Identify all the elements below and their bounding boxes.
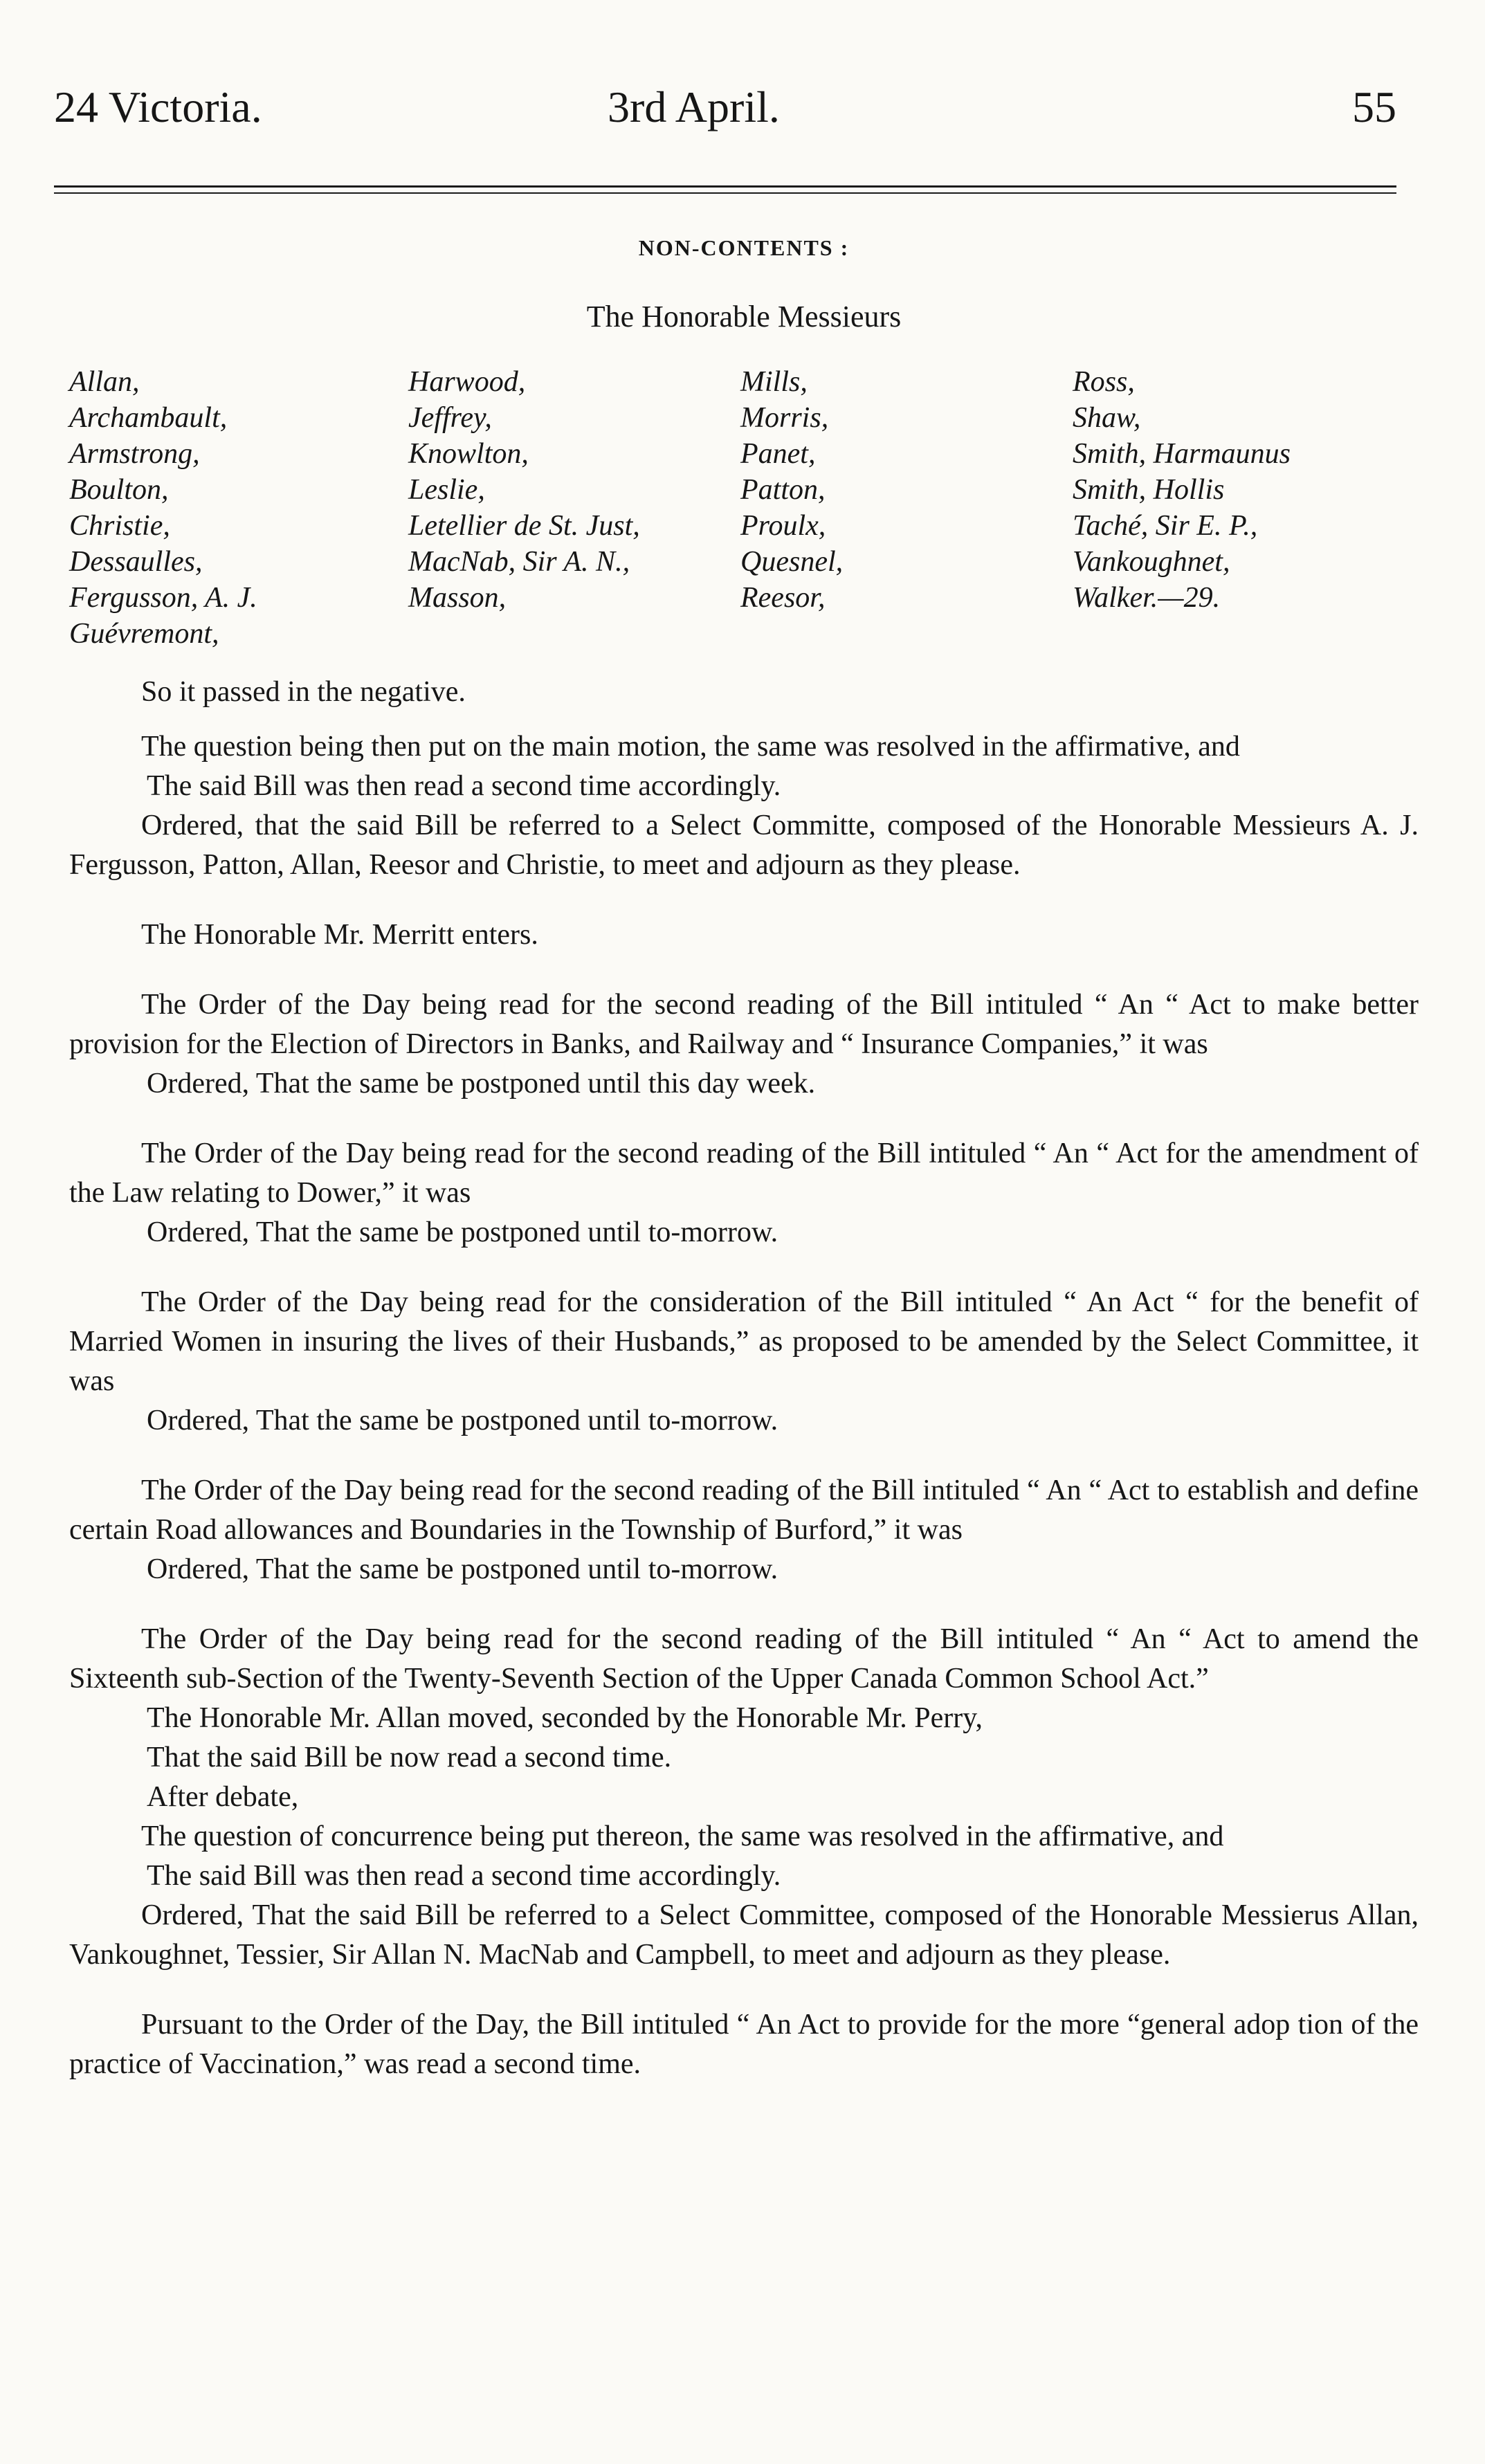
names-column-3	[740, 364, 1073, 652]
name-entry: Christie,	[69, 510, 170, 542]
name-entry: Armstrong,	[69, 438, 200, 470]
name-entry: Panet,	[740, 438, 816, 470]
header-date: 3rd April.	[608, 82, 780, 131]
paragraph: The Order of the Day being read for the second reading of the Bill intituled “ An “ Act to establish and define certain Road allowances and Boundaries in the Township of Burford,” it was	[69, 1475, 1419, 1546]
name-entry: Proulx,	[740, 510, 826, 542]
paragraph: Ordered, that the said Bill be referred to a Select Committe, composed of the Honorable Messieurs A. J. Fergusson, Patton, Allan, Reesor and Christie, to meet and adjourn as they please.	[69, 810, 1419, 881]
header-rule-thin	[54, 192, 1396, 194]
paragraph: The Honorable Mr. Merritt enters.	[141, 919, 538, 951]
name-entry: Jeffrey,	[408, 402, 492, 434]
names-table	[69, 364, 1419, 652]
paragraph: Ordered, That the same be postponed until to-morrow.	[147, 1405, 778, 1436]
name-entry: Morris,	[740, 402, 829, 434]
paragraph: The said Bill was then read a second time accordingly.	[147, 1860, 781, 1892]
paragraph: The said Bill was then read a second time accordingly.	[147, 770, 781, 802]
name-entry: Vankoughnet,	[1073, 546, 1230, 578]
name-entry: Archambault,	[69, 402, 228, 434]
name-entry: Allan,	[69, 366, 140, 398]
page-body	[69, 228, 1419, 2084]
paragraph: Ordered, That the same be postponed until to-morrow.	[147, 1216, 778, 1248]
name-entry: Knowlton,	[408, 438, 529, 470]
paragraph: Ordered, That the same be postponed until to-morrow.	[147, 1553, 778, 1585]
name-entry: Smith, Hollis	[1073, 474, 1225, 506]
name-entry: Fergusson, A. J.	[69, 582, 257, 614]
paragraph: So it passed in the negative.	[141, 676, 466, 708]
paragraph: The Order of the Day being read for the second reading of the Bill intituled “ An “ Act for the amendment of the Law relating to Dower,” it was	[69, 1138, 1419, 1209]
name-entry: Reesor,	[740, 582, 826, 614]
header-rule-thick	[54, 185, 1396, 188]
page-header	[0, 0, 1485, 173]
paragraph: Ordered, That the said Bill be referred to a Select Committee, composed of the Honorable Messierus Allan, Vankoughnet, Tessier, Sir Allan N. MacNab and Campbell, to meet and adjourn as they please.	[69, 1899, 1419, 1971]
paragraph: Ordered, That the same be postponed until this day week.	[147, 1068, 816, 1099]
name-entry: Taché, Sir E. P.,	[1073, 510, 1258, 542]
name-entry: Masson,	[408, 582, 507, 614]
name-entry: Shaw,	[1073, 402, 1141, 434]
paragraph: Pursuant to the Order of the Day, the Bill intituled “ An Act to provide for the more “general adop tion of the practice of Vaccination,” was read a second time.	[69, 2009, 1419, 2080]
name-entry: Patton,	[740, 474, 826, 506]
names-column-2	[408, 364, 740, 652]
name-entry: Mills,	[740, 366, 808, 398]
section-title: NON-CONTENTS :	[638, 235, 850, 260]
paragraph: The question being then put on the main motion, the same was resolved in the affirmative, and	[141, 731, 1240, 763]
name-entry: Ross,	[1073, 366, 1135, 398]
name-entry: Quesnel,	[740, 546, 844, 578]
paragraph: The question of concurrence being put thereon, the same was resolved in the affirmative, and	[141, 1820, 1224, 1852]
paragraph: The Order of the Day being read for the second reading of the Bill intituled “ An “ Act to make better provision for the Election of Directors in Banks, and Railway and “ Insurance Companies,” it was	[69, 989, 1419, 1060]
subtitle: The Honorable Messieurs	[586, 300, 902, 334]
name-entry: Boulton,	[69, 474, 169, 506]
name-entry: Walker.—29.	[1073, 582, 1221, 614]
names-column-1	[69, 364, 408, 652]
paragraph: The Honorable Mr. Allan moved, seconded by the Honorable Mr. Perry,	[147, 1702, 983, 1734]
page-number: 55	[1352, 82, 1396, 131]
paragraph: That the said Bill be now read a second time.	[147, 1742, 672, 1773]
name-entry: Guévremont,	[69, 618, 219, 650]
header-session: 24 Victoria.	[54, 82, 262, 131]
names-column-4	[1073, 364, 1398, 652]
name-entry: Letellier de St. Just,	[408, 510, 640, 542]
name-entry: Leslie,	[408, 474, 485, 506]
paragraph: After debate,	[147, 1781, 299, 1813]
name-entry: Dessaulles,	[69, 546, 203, 578]
name-entry: Smith, Harmaunus	[1073, 438, 1291, 470]
name-entry: MacNab, Sir A. N.,	[408, 546, 630, 578]
name-entry: Harwood,	[408, 366, 526, 398]
paragraph: The Order of the Day being read for the consideration of the Bill intituled “ An Act “ for the benefit of Married Women in insuring the lives of their Husbands,” as proposed to be amended by the Select Committee, it was	[69, 1286, 1419, 1397]
paragraph: The Order of the Day being read for the second reading of the Bill intituled “ An “ Act to amend the Sixteenth sub-Section of the Twenty-Seventh Section of the Upper Canada Common School Act.”	[69, 1623, 1419, 1695]
